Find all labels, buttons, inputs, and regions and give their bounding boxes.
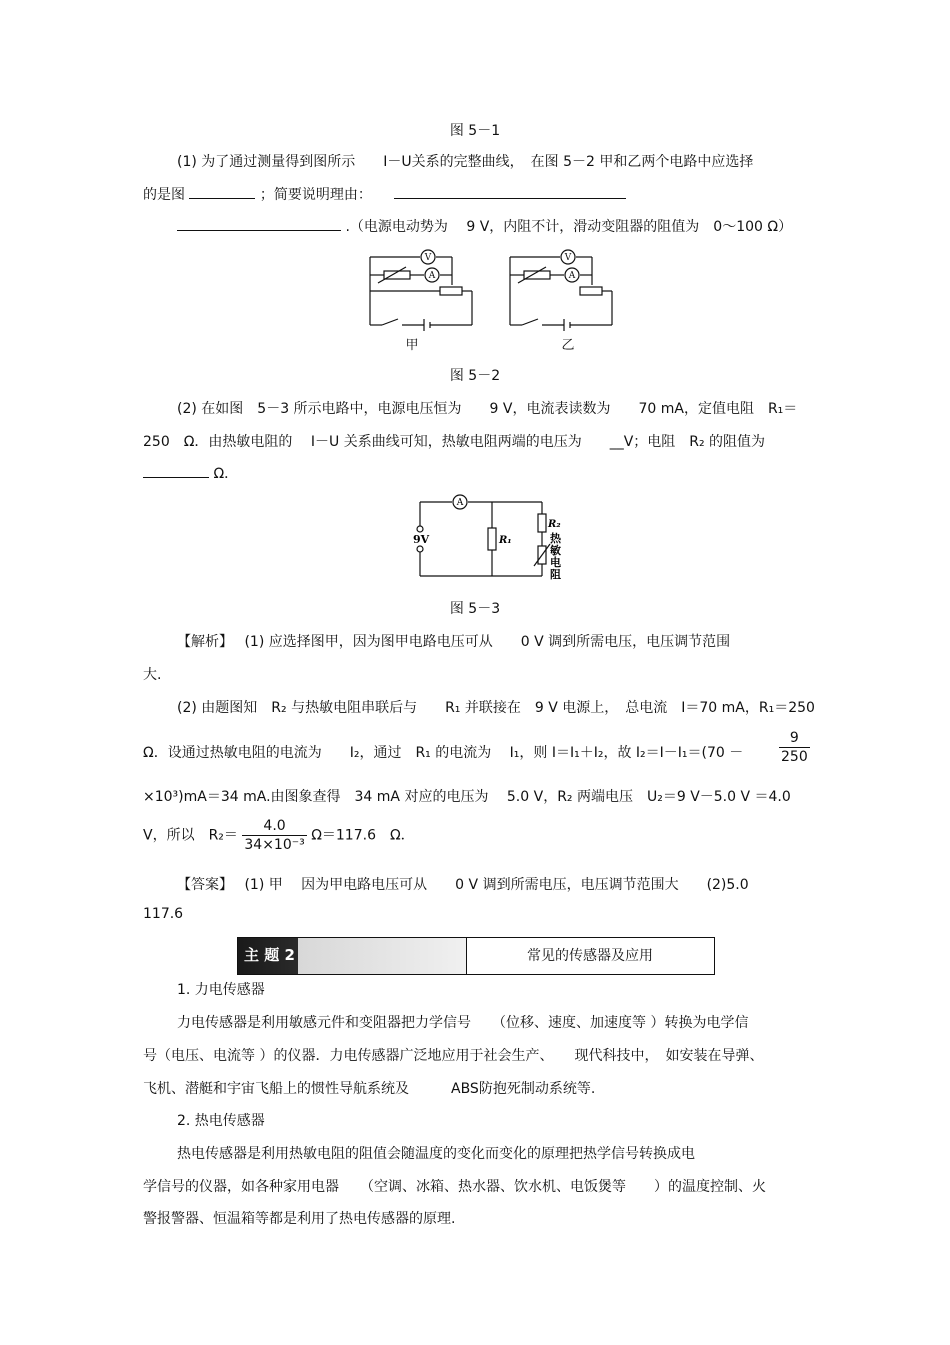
solution-line4: Ω．设通过热敏电阻的电流为 I₂，通过 R₁ 的电流为 I₁，则 I＝I₁＋I₂，故 I₂＝I－I₁＝(70 －	[143, 745, 744, 761]
svg-text:热: 热	[550, 532, 561, 545]
fraction-9-over-250	[779, 729, 810, 766]
solution-line5: ×10³)mA＝34 mA.由图象查得 34 mA 对应的电压为 5.0 V，R₂ 两端电压 U₂＝9 V－5.0 V ＝4.0	[143, 789, 791, 805]
solution-line6-start: V，所以 R₂＝	[143, 827, 238, 844]
fraction-numerator: 4.0	[242, 817, 306, 836]
section2-title: 2. 热电传感器	[177, 1113, 265, 1129]
answer-line1: 【答案】 (1) 甲 因为甲电路电压可从 0 V 调到所需电压，电压调节范围大 (2)5.0	[177, 877, 749, 893]
topic-badge-area	[238, 938, 467, 974]
topic-badge: 主 题 2	[244, 946, 295, 964]
question2-line1: (2) 在如图 5－3 所示电路中，电源电压恒为 9 V，电流表读数为 70 mA，定值电阻 R₁＝	[177, 401, 798, 417]
solution-line6-end: Ω＝117.6 Ω．	[311, 827, 415, 844]
answer-blank	[394, 184, 626, 199]
thermistor-label	[550, 531, 562, 581]
section2-para-line3: 警报警器、恒温箱等都是利用了热电传感器的原理.	[143, 1211, 456, 1227]
section2-para-line2: 学信号的仪器，如各种家用电器 （空调、冰箱、热水器、饮水机、电饭煲等 ）的温度控制、火	[143, 1179, 766, 1195]
source-voltage-label: 9V	[413, 533, 430, 546]
section1-title: 1. 力电传感器	[177, 982, 265, 998]
solution-line3: (2) 由题图知 R₂ 与热敏电阻串联后与 R₁ 并联接在 9 V 电源上， 总电流 I＝70 mA，R₁＝250	[177, 700, 815, 716]
question1-line2-start: 的是图	[143, 187, 185, 203]
answer-blank	[189, 184, 255, 199]
fraction-numerator: 9	[779, 729, 810, 748]
question1-line3	[177, 216, 792, 236]
question1-line3-text: .（电源电动势为 9 V，内阻不计，滑动变阻器的阻值为 0～100 Ω）	[345, 219, 793, 235]
ammeter-label: A	[456, 498, 464, 508]
question2-line2: 250 Ω．由热敏电阻的 I－U 关系曲线可知，热敏电阻两端的电压为 __V；电阻 R₂ 的阻值为	[143, 434, 766, 450]
fraction-denominator: 34×10⁻³	[244, 837, 305, 853]
question1-line2	[143, 184, 626, 204]
figure-5-2-circuits	[360, 245, 620, 355]
solution-line1: 【解析】 (1) 应选择图甲，因为图甲电路电压可从 0 V 调到所需电压，电压调节范围	[177, 634, 731, 650]
circuit-label-yi: 乙	[561, 338, 575, 353]
answer-blank	[143, 463, 209, 478]
circuit-label-jia: 甲	[405, 338, 419, 353]
section2-para-line1: 热电传感器是利用热敏电阻的阻值会随温度的变化而变化的原理把热学信号转换成电	[177, 1146, 695, 1162]
solution-line2: 大.	[143, 667, 162, 683]
answer-blank	[177, 216, 341, 231]
svg-text:阻: 阻	[550, 568, 561, 581]
answer-line2: 117.6	[143, 906, 184, 922]
question1-line1: (1) 为了通过测量得到图所示 I－U关系的完整曲线， 在图 5－2 甲和乙两个电路中应选择	[177, 154, 754, 170]
question1-line2-reason: ；简要说明理由：	[259, 187, 372, 203]
question2-line3	[143, 463, 238, 483]
r2-label: R₂	[548, 519, 561, 530]
topic-header	[237, 937, 715, 975]
figure-caption-5-2: 图 5－2	[449, 368, 501, 384]
topic-title: 常见的传感器及应用	[527, 948, 653, 964]
section1-para-line1: 力电传感器是利用敏感元件和变阻器把力学信号 （位移、速度、加速度等 ）转换为电学信	[177, 1015, 749, 1031]
section1-para-line3: 飞机、潜艇和宇宙飞船上的惯性导航系统及 ABS防抱死制动系统等.	[143, 1081, 596, 1097]
solution-line6	[143, 817, 415, 854]
fraction-denominator: 250	[781, 749, 808, 765]
svg-text:电: 电	[550, 556, 561, 569]
voltmeter-label: V	[564, 253, 572, 263]
voltmeter-label: V	[424, 253, 432, 263]
figure-caption-5-3: 图 5－3	[449, 601, 501, 617]
svg-text:敏: 敏	[550, 544, 561, 557]
ammeter-label: A	[428, 271, 436, 281]
ammeter-label: A	[568, 271, 576, 281]
r1-label: R₁	[499, 535, 512, 546]
figure-caption-5-1: 图 5－1	[449, 123, 501, 139]
section1-para-line2: 号（电压、电流等 ）的仪器．力电传感器广泛地应用于社会生产、 现代科技中， 如安装在导弹、	[143, 1048, 764, 1064]
figure-5-3-circuit	[410, 492, 570, 584]
question2-line3-unit: Ω．	[213, 466, 239, 482]
